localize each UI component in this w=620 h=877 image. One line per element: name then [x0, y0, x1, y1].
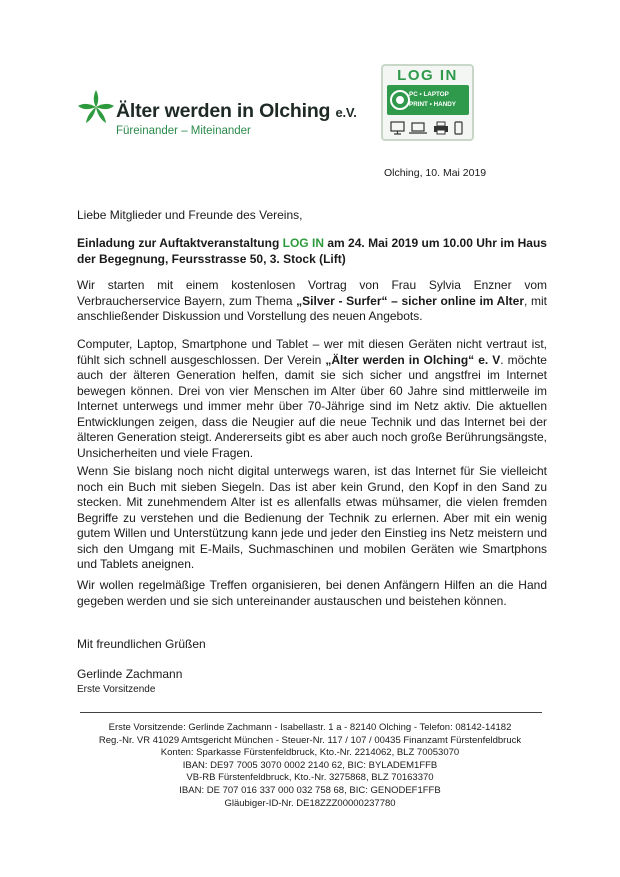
- paragraph-internet: Wenn Sie bislang noch nicht digital unterwegs waren, ist das Internet für Sie vielleicht noch ein Buch mit sieben Siegeln. Das ist aber kein Grund, den Kopf in den Sand zu stecken. Mit zunehmendem Alter ist es allenfalls etwas mühsamer, die vielen fremden Begriffe zu verstehen und die Bedienung der Technik zu erlernen. Aber mit ein wenig gutem Willen und Unterstützung kann jede und jeder den Einstieg ins Netz meistern und sich den Umgang mit E-Mails, Suchmaschinen und mobilen Geräten wie Smartphons und Tablets aneignen.: [77, 464, 547, 571]
- paragraph-devices: Computer, Laptop, Smartphone und Tablet – wer mit diesen Geräten nicht vertraut ist, fühlt sich schnell ausgeschlossen. Der Verein „Älter werden in Olching“ e. V. möchte auch der älteren Generation helfen, damit sie sich sicher und angstfrei im Internet bewegen können. Drei von vier Menschen im Alter über 60 Jahre sind mittlerweile im Internet unterwegs und immer mehr über 70-Jährige sind im Netz aktiv. Die aktuellen Entwicklungen zeigen, dass die Neugier auf die neue Technik und das Internet bei der älteren Generation steigt. Andererseits gibt es aber auch noch große Berührungsängste, Unsicherheiten und viele Fragen.: [77, 337, 547, 460]
- closing: Mit freundlichen Grüßen: [77, 637, 206, 651]
- footer-line: VB-RB Fürstenfeldbruck, Kto.-Nr. 3275868, BLZ 70163370: [186, 772, 434, 784]
- monitor-icon: [391, 122, 404, 134]
- circle-mark-icon: [389, 88, 411, 112]
- footer-line: Erste Vorsitzende: Gerlinde Zachmann - Isabellastr. 1 a - 82140 Olching - Telefon: 08142-14182: [108, 722, 512, 733]
- printer-icon: [434, 122, 448, 134]
- footer-line: IBAN: DE97 7005 3070 0002 2140 62, BIC: BYLADEM1FFB: [182, 759, 438, 771]
- organization-name: Älter werden in Olching e.V.: [116, 100, 357, 122]
- footer-line: Konten: Sparkasse Fürstenfeldbruck, Kto.-Nr. 2214062, BLZ 70053070: [160, 747, 460, 759]
- organization-tagline: Füreinander – Miteinander: [116, 125, 251, 137]
- signer-role: Erste Vorsitzende: [77, 684, 156, 695]
- login-logo-title: LOG IN: [397, 67, 458, 84]
- footer-line: IBAN: DE 707 016 337 000 032 758 68, BIC: GENODEF1FFB: [179, 784, 441, 796]
- footer-line: Gläubiger-ID-Nr. DE18ZZZ00000237780: [224, 797, 396, 809]
- organization-logo: [76, 84, 357, 154]
- laptop-icon: [409, 123, 427, 133]
- footer-divider: [80, 712, 542, 713]
- salutation: Liebe Mitglieder und Freunde des Vereins,: [77, 208, 303, 222]
- login-logo-line2: PRINT • HANDY: [409, 101, 456, 108]
- signer-name: Gerlinde Zachmann: [77, 667, 183, 681]
- leaf-star-logo-icon: [76, 86, 116, 130]
- invitation-heading: Einladung zur Auftaktveranstaltung LOG IN am 24. Mai 2019 um 10.00 Uhr im Haus der Begegnung, Feursstrasse 50, 3. Stock (Lift): [77, 236, 547, 266]
- login-logo-line1: PC • LAPTOP: [409, 91, 449, 98]
- login-program-logo: [381, 64, 474, 141]
- device-icons: [388, 121, 468, 135]
- paragraph-meetings: Wir wollen regelmäßige Treffen organisieren, bei denen Anfängern Hilfen an die Hand gegeben werden und sie sich untereinander austauschen und beistehen können.: [77, 578, 547, 608]
- letter-date: Olching, 10. Mai 2019: [384, 167, 487, 179]
- footer-line: Reg.-Nr. VR 41029 Amtsgericht München - Steuer-Nr. 117 / 107 / 00435 Finanzamt Fürstenfeldbruck: [98, 734, 522, 746]
- paragraph-lecture: Wir starten mit einem kostenlosen Vortrag von Frau Sylvia Enzner vom Verbraucherservice Bayern, zum Thema „Silver - Surfer“ – sicher online im Alter, mit anschließender Diskussion und Vorstellung des neuen Angebots.: [77, 278, 547, 323]
- footer: [0, 722, 620, 810]
- login-highlight: LOG IN: [282, 236, 324, 250]
- login-logo-band: [387, 85, 469, 115]
- phone-icon: [455, 122, 462, 134]
